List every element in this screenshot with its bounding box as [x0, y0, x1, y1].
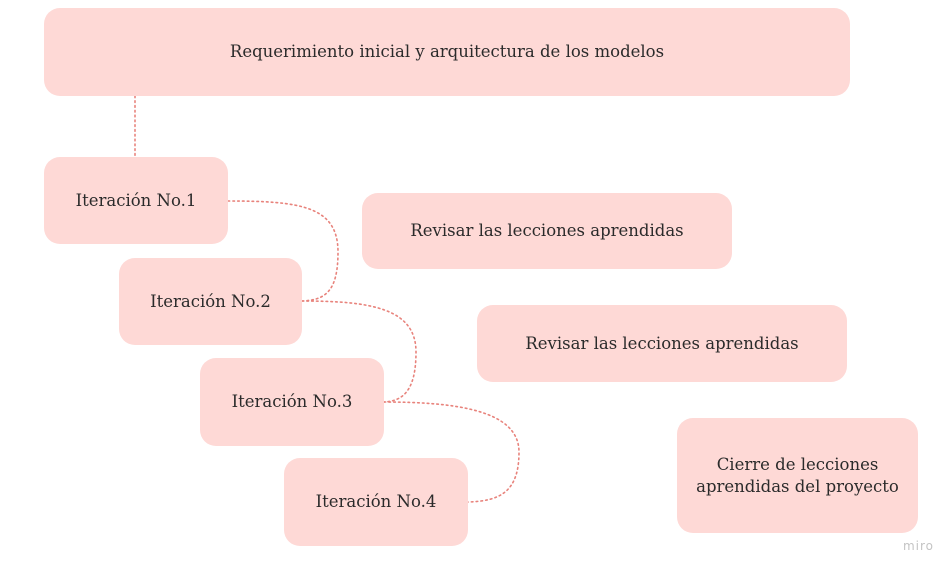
closing-lessons-label: Cierre de lecciones aprendidas del proyecto: [696, 454, 899, 496]
iteration-2-label: Iteración No.2: [150, 291, 271, 311]
iteration-3-node[interactable]: [200, 358, 384, 446]
miro-watermark: miro: [902, 539, 934, 553]
iteration-2-node[interactable]: [119, 258, 302, 345]
iteration-4-label: Iteración No.4: [315, 492, 437, 511]
lessons-review-node-1[interactable]: [362, 193, 732, 269]
header-node[interactable]: [44, 8, 850, 96]
lessons-review-label-2: Revisar las lecciones aprendidas: [525, 333, 799, 353]
iteration-1-node[interactable]: [44, 157, 228, 244]
iteration-3-label: Iteración No.3: [231, 392, 353, 411]
iteration-4-node[interactable]: [284, 458, 468, 546]
header-node-label: Requerimiento inicial y arquitectura de los modelos: [229, 42, 665, 61]
lessons-review-label-1: Revisar las lecciones aprendidas: [410, 221, 684, 240]
iteration-1-label: Iteración No.1: [75, 190, 197, 210]
closing-lessons-node[interactable]: [677, 418, 918, 533]
lessons-review-node-2[interactable]: [477, 305, 847, 382]
